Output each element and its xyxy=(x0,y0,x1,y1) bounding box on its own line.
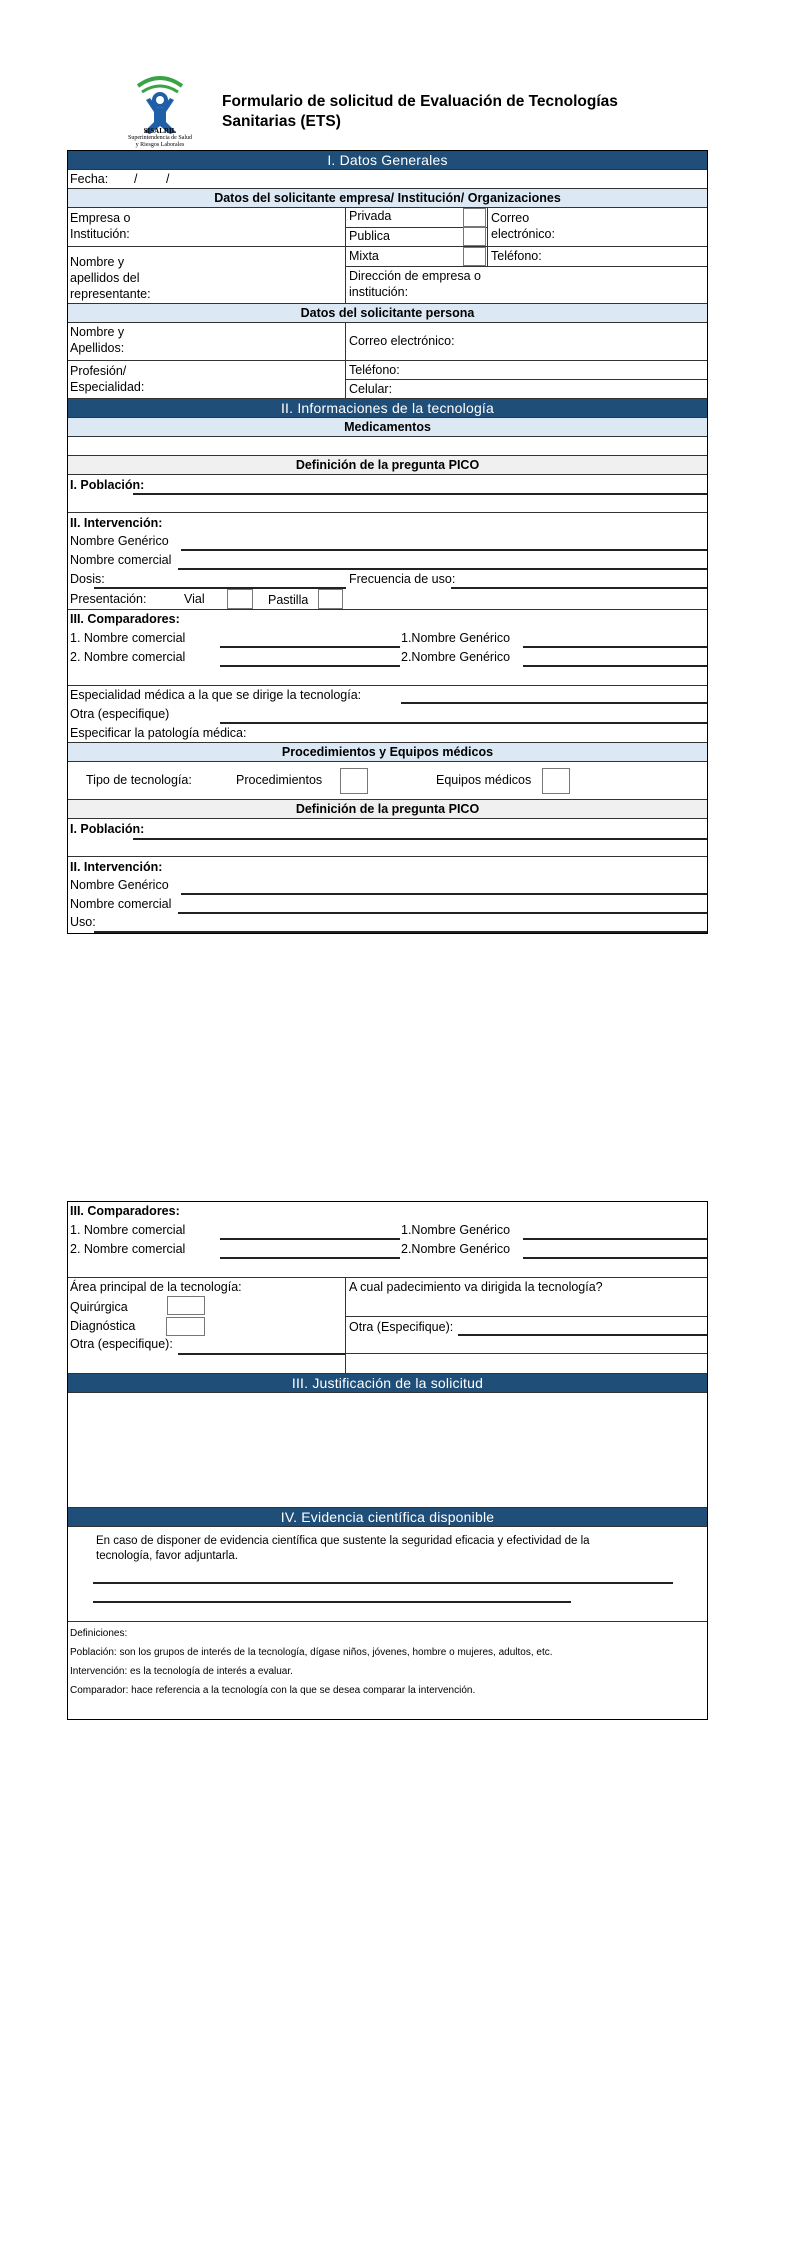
direccion-label-2: institución: xyxy=(349,285,409,299)
comp-comercial-1-input[interactable] xyxy=(220,629,400,646)
intervencion-block-2 xyxy=(68,857,707,933)
fecha-input[interactable] xyxy=(118,170,218,188)
profesion-input[interactable] xyxy=(158,361,343,398)
subheader-persona: Datos del solicitante persona xyxy=(68,304,707,323)
subheader-pico-2: Definición de la pregunta PICO xyxy=(68,800,707,819)
evidencia-block xyxy=(68,1527,707,1622)
empresa-input[interactable] xyxy=(158,208,343,246)
dosis-label: Dosis: xyxy=(70,572,105,586)
sisalril-logo xyxy=(110,72,210,150)
comparadores-block-2 xyxy=(68,1202,707,1278)
profesion-row xyxy=(68,361,707,399)
diagnostica-checkbox[interactable] xyxy=(166,1317,205,1336)
poblacion-input-2[interactable] xyxy=(133,819,707,838)
intervencion-label-2: II. Intervención: xyxy=(70,860,163,874)
def-intervencion: Intervención: es la tecnología de interés a evaluar. xyxy=(70,1666,293,1677)
uso-input[interactable] xyxy=(94,914,707,931)
p2-comp-generico-1-label: 1.Nombre Genérico xyxy=(401,1223,511,1237)
correo-label-1: Correo xyxy=(491,211,530,225)
comparadores-label: III. Comparadores: xyxy=(70,612,180,626)
subheader-medicamentos: Medicamentos xyxy=(68,418,707,437)
logo-line2: y Riesgos Laborales xyxy=(135,142,185,148)
def-poblacion: Población: son los grupos de interés de la tecnología, dígase niños, jóvenes, hombre o mujeres, adultos, etc. xyxy=(70,1647,553,1658)
presentacion-label: Presentación: xyxy=(70,592,147,606)
section-header-informaciones: II. Informaciones de la tecnología xyxy=(68,399,707,418)
nombre-comercial-input[interactable] xyxy=(178,551,707,568)
comp-comercial-1-label: 1. Nombre comercial xyxy=(70,631,186,645)
nombre-generico-input[interactable] xyxy=(181,532,707,549)
correo-persona-input[interactable] xyxy=(468,323,706,360)
comparadores-label-2: III. Comparadores: xyxy=(70,1204,180,1218)
p2-comp-generico-2-label: 2.Nombre Genérico xyxy=(401,1242,511,1256)
intervencion-label: II. Intervención: xyxy=(70,516,163,530)
nombre-label-1: Nombre y xyxy=(70,325,125,339)
direccion-input[interactable] xyxy=(488,267,706,303)
telefono-persona-label: Teléfono: xyxy=(349,363,400,377)
correo-persona-label: Correo electrónico: xyxy=(349,334,455,348)
frecuencia-label: Frecuencia de uso: xyxy=(349,572,456,586)
p2-comp-comercial-2-input[interactable] xyxy=(220,1240,400,1257)
nombre-comercial-input-2[interactable] xyxy=(178,895,707,912)
comp-generico-1-label: 1.Nombre Genérico xyxy=(401,631,511,645)
especialidad-input[interactable] xyxy=(401,686,707,702)
telefono-empresa-label: Teléfono: xyxy=(491,249,542,263)
tipo-tecnologia-label: Tipo de tecnología: xyxy=(86,773,192,787)
equipos-label: Equipos médicos xyxy=(436,773,532,787)
form-page-2 xyxy=(67,1201,708,1720)
procedimientos-label: Procedimientos xyxy=(236,773,323,787)
medicamentos-blank-row[interactable] xyxy=(68,437,707,456)
quirurgica-checkbox[interactable] xyxy=(167,1296,205,1315)
nombre-generico-input-2[interactable] xyxy=(181,876,707,893)
especialidad-block xyxy=(68,686,707,743)
nombre-persona-row xyxy=(68,323,707,361)
otra-especifique-label: Otra (especifique) xyxy=(70,707,170,721)
publica-label: Publica xyxy=(349,229,390,243)
celular-label: Celular: xyxy=(349,382,393,396)
celular-input[interactable] xyxy=(398,380,706,398)
def-comparador: Comparador: hace referencia a la tecnología con la que se desea comparar la intervención. xyxy=(70,1685,476,1696)
telefono-persona-input[interactable] xyxy=(418,361,706,379)
title-line-2: Sanitarias (ETS) xyxy=(222,113,341,130)
title-line-1: Formulario de solicitud de Evaluación de Tecnologías xyxy=(222,93,618,110)
nombre-comercial-label-2: Nombre comercial xyxy=(70,897,172,911)
correo-label-2: electrónico: xyxy=(491,227,555,241)
section-header-datos-generales: I. Datos Generales xyxy=(68,151,707,170)
correo-empresa-input[interactable] xyxy=(568,208,706,246)
p2-comp-generico-2-input[interactable] xyxy=(523,1240,707,1257)
p2-comp-comercial-2-label: 2. Nombre comercial xyxy=(70,1242,186,1256)
otra-area-input[interactable] xyxy=(178,1336,345,1353)
logo-name: SISALRIL xyxy=(143,127,177,135)
poblacion-label-2: I. Población: xyxy=(70,822,145,836)
procedimientos-checkbox[interactable] xyxy=(340,768,368,794)
nombre-generico-label: Nombre Genérico xyxy=(70,534,169,548)
vial-checkbox[interactable] xyxy=(227,589,253,609)
representante-input[interactable] xyxy=(168,247,343,303)
representante-label-3: representante: xyxy=(70,287,151,301)
mixta-label: Mixta xyxy=(349,249,379,263)
nombre-generico-label-2: Nombre Genérico xyxy=(70,878,169,892)
section-header-evidencia: IV. Evidencia científica disponible xyxy=(68,1508,707,1527)
fecha-sep-2: / xyxy=(166,172,170,186)
patologia-label: Especificar la patología médica: xyxy=(70,726,247,740)
comp-comercial-2-label: 2. Nombre comercial xyxy=(70,650,186,664)
empresa-label-2: Institución: xyxy=(70,227,130,241)
poblacion-row-2 xyxy=(68,819,707,857)
frecuencia-input[interactable] xyxy=(451,570,707,587)
comp-comercial-2-input[interactable] xyxy=(220,648,400,665)
area-principal-label: Área principal de la tecnología: xyxy=(70,1280,242,1294)
nombre-comercial-label: Nombre comercial xyxy=(70,553,172,567)
uso-label: Uso: xyxy=(70,915,96,929)
dosis-input[interactable] xyxy=(94,570,346,587)
section-header-justificacion: III. Justificación de la solicitud xyxy=(68,1374,707,1393)
equipos-checkbox[interactable] xyxy=(542,768,570,794)
definiciones-label: Definiciones: xyxy=(70,1628,128,1639)
evidencia-input-1[interactable] xyxy=(93,1565,673,1582)
fecha-row xyxy=(68,170,707,189)
logo-line1: Superintendencia de Salud xyxy=(128,135,192,141)
patologia-input[interactable] xyxy=(258,724,707,742)
page-title xyxy=(222,92,618,132)
profesion-label-2: Especialidad: xyxy=(70,380,145,394)
empresa-label-1: Empresa o xyxy=(70,211,131,225)
justificacion-textarea[interactable] xyxy=(68,1393,707,1508)
p2-comp-comercial-1-label: 1. Nombre comercial xyxy=(70,1223,186,1237)
form-page-1 xyxy=(67,150,708,934)
comp-generico-1-input[interactable] xyxy=(523,629,707,646)
otra-padecimiento-input[interactable] xyxy=(458,1317,707,1334)
nombre-label-2: Apellidos: xyxy=(70,341,125,355)
padecimiento-label: A cual padecimiento va dirigida la tecnología? xyxy=(349,1280,603,1294)
mixta-checkbox[interactable] xyxy=(463,247,486,266)
otra-especifique-label-2: Otra (especifique): xyxy=(70,1337,173,1351)
area-principal-block xyxy=(68,1278,707,1374)
otra-especifique-label-3: Otra (Especifique): xyxy=(349,1320,454,1334)
poblacion-label: I. Población: xyxy=(70,478,145,492)
representante-label-1: Nombre y xyxy=(70,255,125,269)
evidencia-text-2: tecnología, favor adjuntarla. xyxy=(96,1550,238,1562)
otra-especifique-input[interactable] xyxy=(220,705,707,722)
intervencion-block xyxy=(68,513,707,610)
privada-checkbox[interactable] xyxy=(463,208,486,227)
empresa-row xyxy=(68,208,707,247)
comparadores-block xyxy=(68,610,707,686)
evidencia-text-1: En caso de disponer de evidencia científica que sustente la seguridad eficacia y efectividad de la xyxy=(96,1535,590,1547)
fecha-sep-1: / xyxy=(134,172,138,186)
comp-generico-2-input[interactable] xyxy=(523,648,707,665)
subheader-empresa: Datos del solicitante empresa/ Institución/ Organizaciones xyxy=(68,189,707,208)
diagnostica-label: Diagnóstica xyxy=(70,1319,136,1333)
quirurgica-label: Quirúrgica xyxy=(70,1300,128,1314)
padecimiento-input[interactable] xyxy=(346,1296,707,1316)
evidencia-input-2[interactable] xyxy=(93,1584,571,1601)
poblacion-input[interactable] xyxy=(133,475,707,493)
telefono-empresa-input[interactable] xyxy=(558,247,706,266)
tipo-tecnologia-row xyxy=(68,762,707,800)
fecha-label: Fecha: xyxy=(70,172,109,186)
privada-label: Privada xyxy=(349,209,392,223)
publica-checkbox[interactable] xyxy=(463,227,486,246)
especialidad-label: Especialidad médica a la que se dirige la tecnología: xyxy=(70,688,362,702)
p2-comp-generico-1-input[interactable] xyxy=(523,1221,707,1238)
definiciones-block xyxy=(68,1622,707,1719)
vial-label: Vial xyxy=(184,592,205,606)
comp-generico-2-label: 2.Nombre Genérico xyxy=(401,650,511,664)
subheader-procedimientos: Procedimientos y Equipos médicos xyxy=(68,743,707,762)
p2-comp-comercial-1-input[interactable] xyxy=(220,1221,400,1238)
poblacion-row xyxy=(68,475,707,513)
pastilla-checkbox[interactable] xyxy=(318,589,343,609)
direccion-label-1: Dirección de empresa o xyxy=(349,269,482,283)
profesion-label-1: Profesión/ xyxy=(70,364,127,378)
subheader-pico: Definición de la pregunta PICO xyxy=(68,456,707,475)
representante-label-2: apellidos del xyxy=(70,271,140,285)
pastilla-label: Pastilla xyxy=(268,593,309,607)
nombre-persona-input[interactable] xyxy=(148,323,343,360)
representante-row xyxy=(68,247,707,304)
